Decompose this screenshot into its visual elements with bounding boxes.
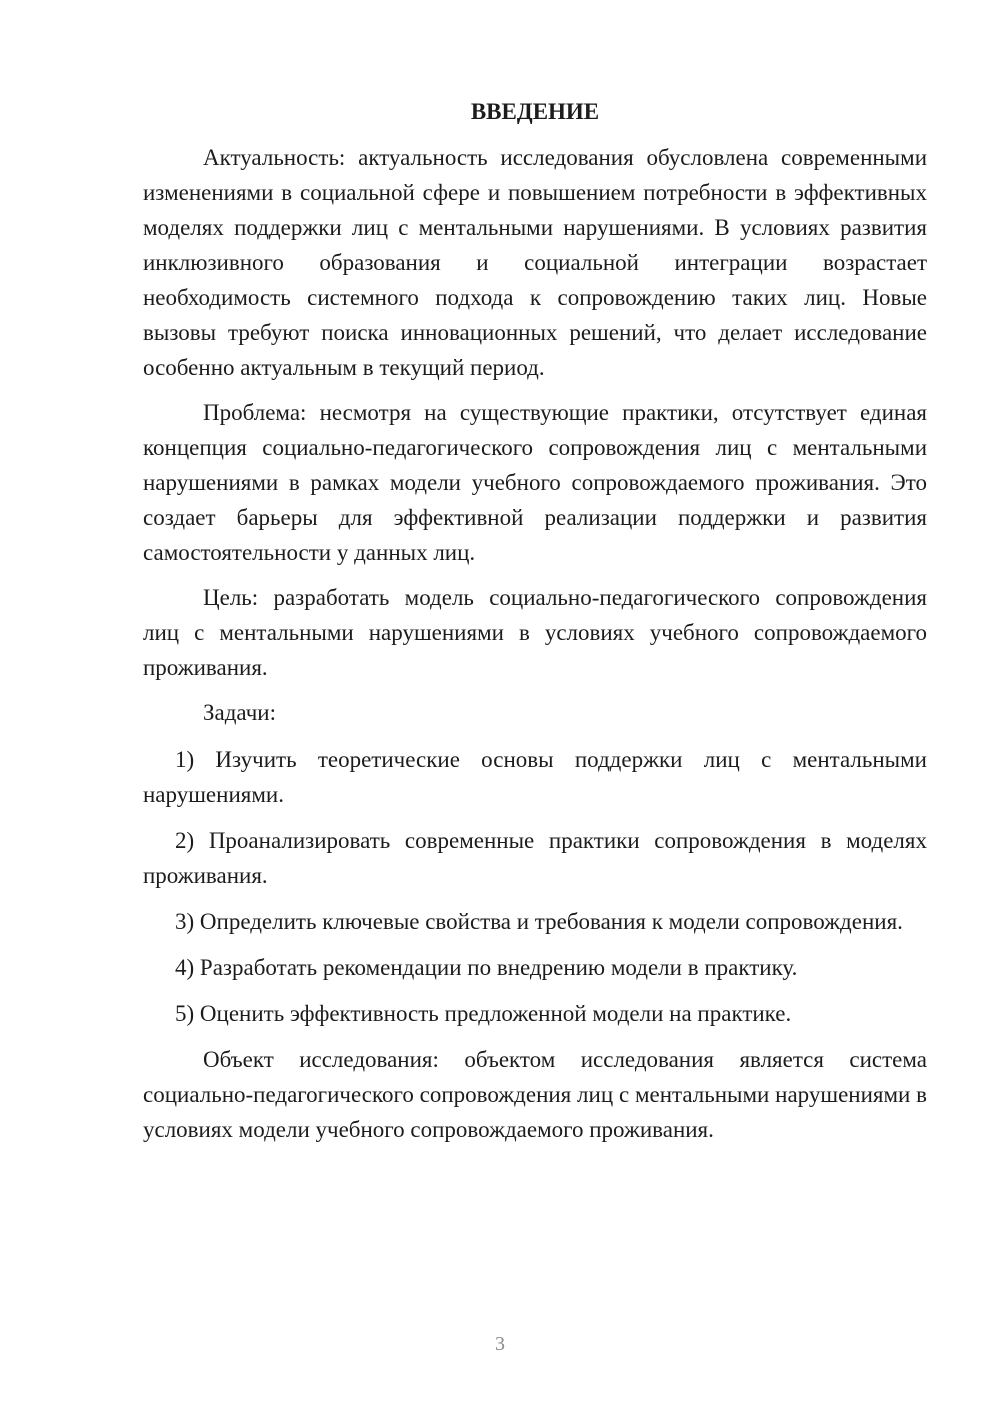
- task-item: 1) Изучить теоретические основы поддержки лиц с ментальными нарушениями.: [143, 747, 927, 807]
- tasks-list: [143, 742, 927, 1031]
- task-item: 5) Оценить эффективность предложенной модели на практике.: [175, 1001, 792, 1026]
- task-item: 4) Разработать рекомендации по внедрению модели в практику.: [175, 955, 798, 980]
- relevance-paragraph: Актуальность: актуальность исследования обусловлена современными изменениями в социальной сфере и повышением потребности в эффективных моделях поддержки лиц с ментальными нарушениями. В условиях развития инклюзивного образования и социальной интеграции возрастает необходимость системного подхода к сопровождению таких лиц. Новые вызовы требуют поиска инновационных решений, что делает исследование особенно актуальным в текущий период.: [143, 145, 927, 380]
- goal-paragraph: Цель: разработать модель социально-педагогического сопровождения лиц с ментальными нарушениями в условиях учебного сопровождаемого проживания.: [143, 585, 927, 680]
- page-content: [143, 96, 927, 1157]
- task-item: 3) Определить ключевые свойства и требования к модели сопровождения.: [175, 909, 903, 934]
- tasks-heading: Задачи:: [203, 700, 276, 725]
- section-title: ВВЕДЕНИЕ: [470, 99, 600, 124]
- problem-paragraph: Проблема: несмотря на существующие практики, отсутствует единая концепция социально-педагогического сопровождения лиц с ментальными нарушениями в рамках модели учебного сопровождаемого проживания. Это создает барьеры для эффективной реализации поддержки и развития самостоятельности у данных лиц.: [143, 400, 927, 565]
- page-number: 3: [495, 1333, 505, 1355]
- task-item: 2) Проанализировать современные практики сопровождения в моделях проживания.: [143, 828, 927, 888]
- object-paragraph: Объект исследования: объектом исследования является система социально-педагогического сопровождения лиц с ментальными нарушениями в условиях модели учебного сопровождаемого проживания.: [143, 1047, 927, 1142]
